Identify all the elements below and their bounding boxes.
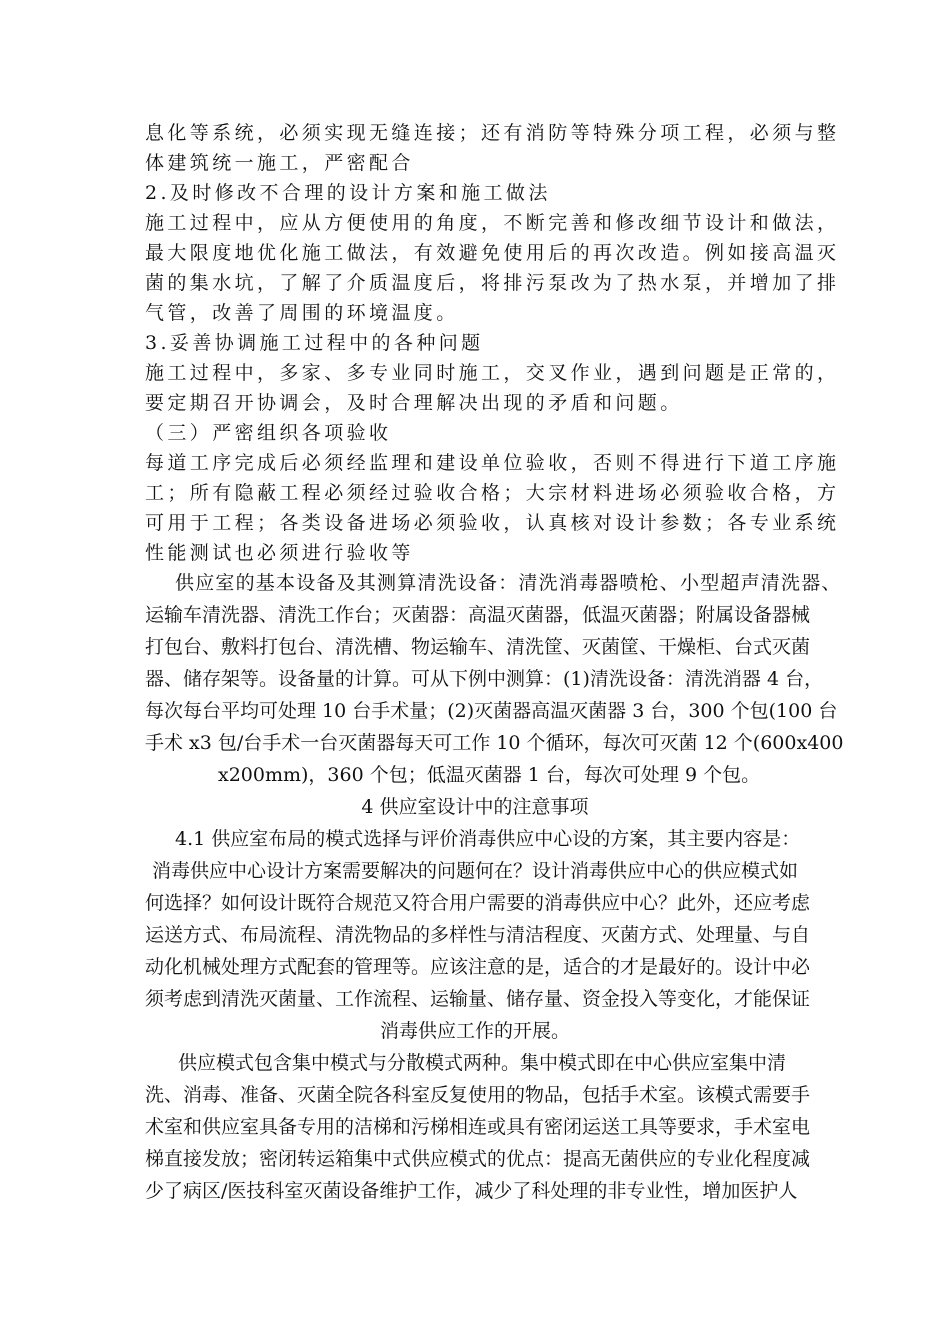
text-line: 梯直接发放；密闭转运箱集中式供应模式的优点：提高无菌供应的专业化程度减 [145, 1148, 811, 1170]
text-line: 供应模式包含集中模式与分散模式两种。集中模式即在中心供应室集中清 [178, 1052, 787, 1074]
text-line: 最大限度地优化施工做法，有效避免使用后的再次改造。例如接高温灭 [145, 242, 840, 264]
section-heading: 4 供应室设计中的注意事项 [361, 796, 589, 818]
text-line: 术室和供应室具备专用的洁梯和污梯相连或具有密闭运送工具等要求，手术室电 [145, 1116, 811, 1138]
text-line: 性能测试也必须进行验收等 [145, 542, 414, 564]
text-line: 运输车清洗器、清洗工作台；灭菌器：高温灭菌器，低温灭菌器；附属设备器械 [145, 604, 811, 626]
text-line: 动化机械处理方式配套的管理等。应该注意的是，适合的才是最好的。设计中必 [145, 956, 811, 978]
text-line: 少了病区/医技科室灭菌设备维护工作，减少了科处理的非专业性，增加医护人 [145, 1180, 798, 1202]
text-line: 息化等系统，必须实现无缝连接；还有消防等特殊分项工程，必须与整 [145, 122, 840, 144]
text-line: 手术 x3 包/台手术一台灭菌器每天可工作 10 个循环，每次可灭菌 12 个(600x400 [145, 732, 844, 754]
text-line: 工；所有隐蔽工程必须经过验收合格；大宗材料进场必须验收合格，方 [145, 482, 840, 504]
text-line: 器、储存架等。设备量的计算。可从下例中测算：(1)清洗设备：清洗消器 4 台， [145, 668, 824, 690]
text-line: 消毒供应中心设计方案需要解决的问题何在？设计消毒供应中心的供应模式如 [152, 860, 799, 882]
text-line: 可用于工程；各类设备进场必须验收，认真核对设计参数；各专业系统 [145, 512, 840, 534]
text-line: 何选择？如何设计既符合规范又符合用户需要的消毒供应中心？此外，还应考虑 [145, 892, 811, 914]
text-line: 施工过程中，多家、多专业同时施工，交叉作业，遇到问题是正常的， [145, 362, 840, 384]
text-line: 4.1 供应室布局的模式选择与评价消毒供应中心设的方案，其主要内容是： [175, 828, 801, 850]
text-line: 体建筑统一施工，严密配合 [145, 152, 414, 174]
text-line: x200mm)，360 个包；低温灭菌器 1 台，每次可处理 9 个包。 [218, 764, 761, 786]
text-line: 每道工序完成后必须经监理和建设单位验收，否则不得进行下道工序施 [145, 452, 840, 474]
text-line: 消毒供应工作的开展。 [379, 1020, 570, 1042]
text-line: 洗、消毒、准备、灭菌全院各科室反复使用的物品，包括手术室。该模式需要手 [145, 1084, 811, 1106]
text-line: 须考虑到清洗灭菌量、工作流程、运输量、储存量、资金投入等变化，才能保证 [145, 988, 811, 1010]
text-line: 菌的集水坑，了解了介质温度后，将排污泵改为了热水泵，并增加了排 [145, 272, 840, 294]
text-line: 施工过程中，应从方便使用的角度，不断完善和修改细节设计和做法， [145, 212, 840, 234]
text-line: 运送方式、布局流程、清洗物品的多样性与清洁程度、灭菌方式、处理量、与自 [145, 924, 811, 946]
text-line: 气管，改善了周围的环境温度。 [145, 302, 459, 324]
text-line: 打包台、敷料打包台、清洗槽、物运输车、清洗筐、灭菌筐、干燥柜、台式灭菌 [145, 636, 811, 658]
text-line: 供应室的基本设备及其测算清洗设备：清洗消毒器喷枪、小型超声清洗器、 [175, 572, 842, 594]
section-heading: 3.妥善协调施工过程中的各种问题 [145, 332, 484, 354]
text-line: 要定期召开协调会，及时合理解决出现的矛盾和问题。 [145, 392, 683, 414]
text-line: 每次每台平均可处理 10 台手术量；(2)灭菌器高温灭菌器 3 台，300 个包(100 台 [145, 700, 838, 722]
section-heading: （三）严密组织各项验收 [145, 422, 392, 444]
section-heading: 2.及时修改不合理的设计方案和施工做法 [145, 182, 551, 204]
